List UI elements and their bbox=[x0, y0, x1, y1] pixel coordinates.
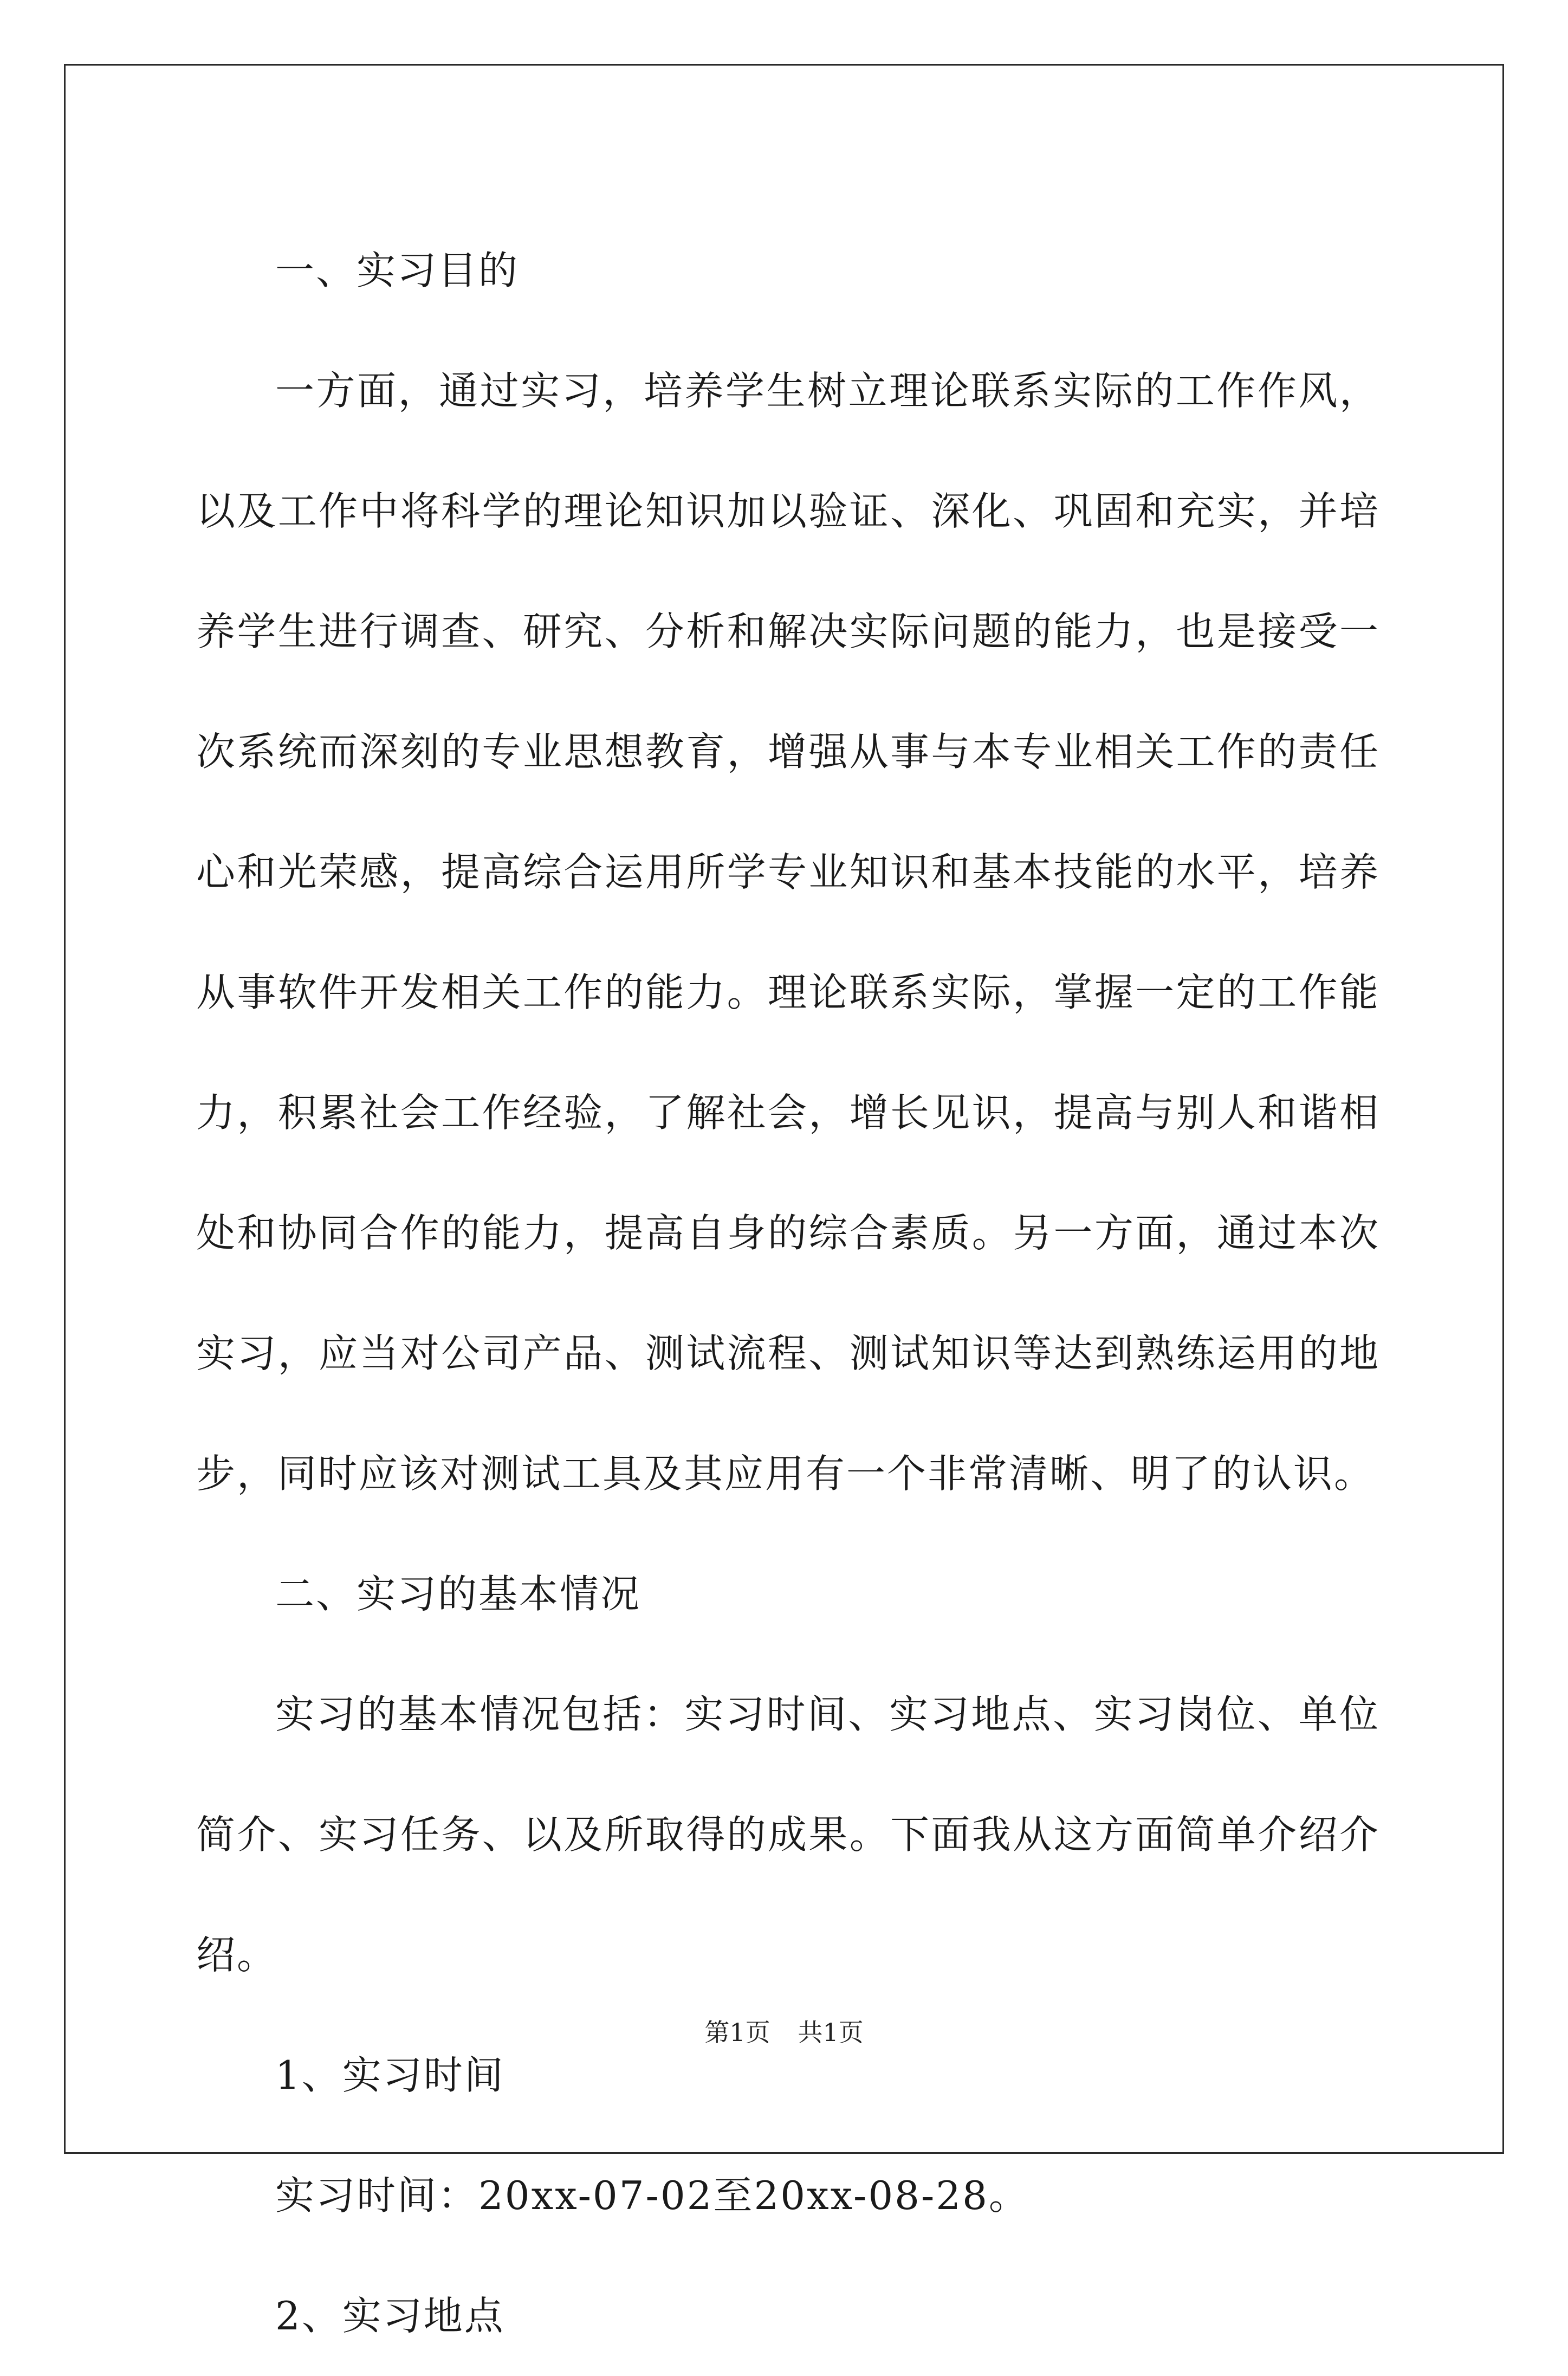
page-total: 共1页 bbox=[798, 2018, 864, 2047]
subheading-internship-time: 1、实习时间 bbox=[275, 2052, 505, 2098]
paragraph-purpose: 一方面，通过实习，培养学生树立理论联系实际的工作作风，以及工作中将科学的理论知识加以验证、深化、巩固和充实，并培养学生进行调查、研究、分析和解决实际问题的能力，也是接受一次系统而深刻的专业思想教育，增强从事与本专业相关工作的责任心和光荣感，提高综合运用所学专业知识和基本技能的水平，培养从事软件开发相关工作的能力。理论联系实际，掌握一定的工作能力，积累社会工作经验，了解社会，增长见识，提高与别人和谐相处和协同合作的能力，提高自身的综合素质。另一方面，通过本次实习，应当对公司产品、测试流程、测试知识等达到熟练运用的地步，同时应该对测试工具及其应用有一个非常清晰、明了的认识。 bbox=[196, 368, 1380, 1496]
section-heading-purpose: 一、实习目的 bbox=[275, 248, 520, 293]
page-footer bbox=[0, 2016, 1568, 2049]
subheading-internship-location: 2、实习地点 bbox=[275, 2293, 505, 2339]
paragraph-basic-situation: 实习的基本情况包括：实习时间、实习地点、实习岗位、单位简介、实习任务、以及所取得的成果。下面我从这方面简单介绍介绍。 bbox=[196, 1691, 1380, 1978]
page-number: 第1页 bbox=[704, 2018, 770, 2047]
section-heading-basic-situation: 二、实习的基本情况 bbox=[275, 1571, 642, 1617]
paragraph-internship-time: 实习时间：20xx-07-02至20xx-08-28。 bbox=[275, 2173, 1029, 2218]
document-body bbox=[196, 210, 1380, 2376]
